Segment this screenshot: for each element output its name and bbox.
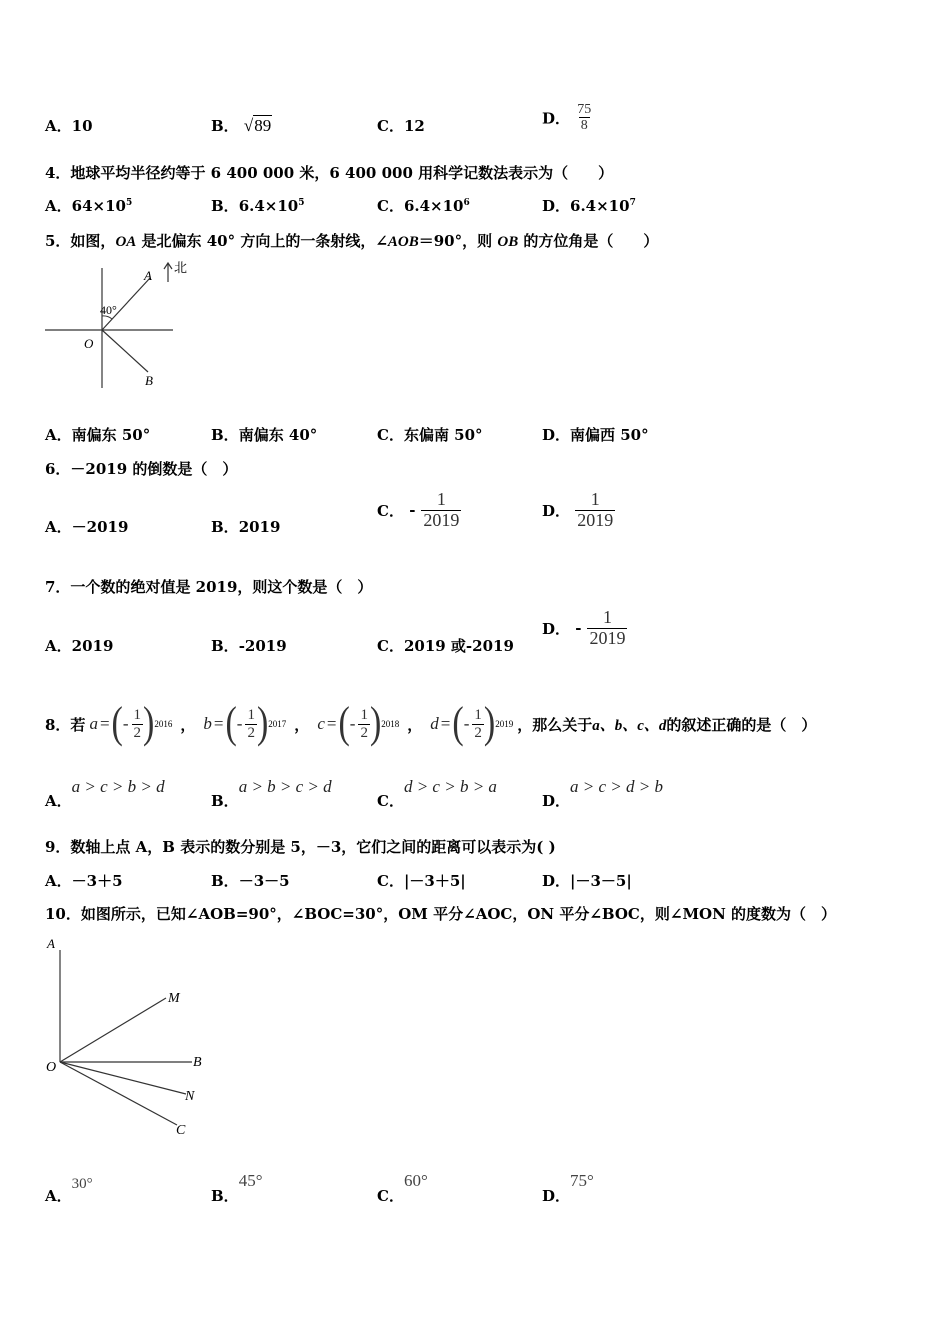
option-label: D． — [542, 1187, 571, 1205]
q9-stem: 9．数轴上点 A，B 表示的数分别是 5，－3，它们之间的距离可以表示为( ) — [45, 838, 556, 856]
fraction-denominator: 2019 — [589, 627, 626, 648]
fraction — [575, 102, 593, 134]
q9-option-a[interactable] — [45, 870, 123, 891]
fraction — [245, 707, 257, 741]
exponent: 2017 — [268, 719, 287, 729]
option-value: 6.4×10 — [238, 197, 299, 215]
q6-option-a[interactable] — [45, 516, 128, 537]
minus-sign: - — [463, 714, 470, 733]
minus-sign: - — [122, 714, 129, 733]
q4-option-c[interactable] — [377, 195, 470, 216]
option-value: 64×10 — [71, 197, 126, 215]
q10-option-a[interactable] — [45, 1172, 93, 1205]
q5-figure — [40, 258, 200, 393]
option-label: A． — [45, 792, 72, 810]
fraction-denominator: 2 — [360, 724, 368, 741]
q10-stem: 10．如图所示，已知∠AOB=90°，∠BOC=30°，OM 平分∠AOC，ON 平分∠BOC，则∠MON 的度数为（ ） — [45, 905, 837, 923]
option-label: C． — [377, 1187, 404, 1205]
angle-aob: ∠AOB — [375, 234, 419, 250]
point-a-label: A — [144, 268, 152, 283]
option-value: a > c > d > b — [570, 777, 663, 796]
q8-stem — [45, 694, 816, 754]
stem-text: ，那么关于 — [517, 715, 593, 734]
q4-option-d[interactable] — [542, 195, 636, 216]
q3-option-b[interactable] — [211, 115, 272, 136]
fraction-denominator: 2 — [133, 724, 142, 741]
option-value: 45° — [238, 1171, 263, 1190]
q7-stem: 7．一个数的绝对值是 2019，则这个数是（ ） — [45, 578, 373, 596]
option-label: D． — [542, 197, 571, 215]
option-value: 2019 或-2019 — [403, 637, 514, 655]
var-c: c — [317, 714, 325, 733]
right-paren: ) — [369, 699, 382, 748]
var-b: b — [203, 714, 212, 733]
option-value: －3－5 — [238, 872, 290, 890]
point-m-label: M — [168, 991, 180, 1006]
var-a: a — [89, 714, 98, 733]
fraction — [575, 490, 615, 531]
exponent: 5 — [125, 198, 133, 208]
q10-option-c[interactable] — [377, 1170, 428, 1205]
q6-option-c[interactable] — [377, 490, 461, 531]
exponent: 6 — [463, 198, 470, 208]
fraction — [132, 707, 144, 741]
option-label: C． — [377, 637, 404, 655]
exponent: 5 — [298, 198, 305, 208]
option-label: D． — [542, 619, 571, 638]
fraction-denominator: 8 — [580, 118, 588, 134]
option-label: C． — [377, 792, 404, 810]
fraction-numerator: 1 — [474, 707, 482, 723]
q10-figure — [40, 932, 220, 1142]
fraction-numerator: 1 — [133, 707, 142, 723]
ray-ob: OB — [497, 234, 519, 250]
equals-sign: = — [440, 714, 451, 733]
exponent: 7 — [629, 198, 636, 208]
option-label: C． — [377, 872, 404, 890]
q4-option-b[interactable] — [211, 195, 305, 216]
option-label: B． — [211, 637, 239, 655]
option-value: 10 — [71, 117, 93, 135]
q10-option-d[interactable] — [542, 1170, 594, 1205]
option-value: |－3－5| — [570, 872, 632, 890]
minus-sign: - — [236, 714, 243, 733]
option-label: B． — [211, 197, 239, 215]
option-value: 30° — [71, 1176, 93, 1192]
q8-option-d[interactable] — [542, 776, 663, 810]
option-value: 南偏东 50° — [71, 426, 151, 444]
option-label: A． — [45, 518, 72, 536]
option-value: －2019 — [71, 518, 129, 536]
option-value: 南偏西 50° — [570, 426, 649, 444]
exponent: 2016 — [154, 719, 173, 729]
option-value: 2019 — [238, 518, 281, 536]
right-paren: ) — [256, 699, 269, 748]
option-label: B． — [211, 117, 239, 135]
q5-option-c[interactable] — [377, 424, 483, 445]
sqrt-expression: √89 — [243, 116, 272, 135]
option-label: A． — [45, 872, 72, 890]
option-value: 12 — [403, 117, 425, 135]
ray-on-line — [60, 1062, 186, 1094]
equals-sign: = — [326, 714, 337, 733]
comma: ， — [407, 715, 423, 734]
option-value: 60° — [403, 1171, 428, 1190]
option-label: B． — [211, 872, 239, 890]
option-label: A． — [45, 117, 72, 135]
left-paren: ( — [338, 699, 350, 748]
equals-sign: = — [213, 714, 224, 733]
fraction-numerator: 75 — [577, 102, 592, 117]
stem-text: 8．若 — [45, 715, 86, 734]
option-label: D． — [542, 792, 571, 810]
right-paren: ) — [483, 699, 496, 748]
option-label: C． — [377, 426, 404, 444]
fraction-denominator: 2 — [474, 724, 482, 741]
q8-option-c[interactable] — [377, 776, 497, 810]
option-label: B． — [211, 426, 239, 444]
stem-text: 是北偏东 40° 方向上的一条射线， — [136, 232, 376, 250]
q5-option-a[interactable] — [45, 424, 150, 445]
left-paren: ( — [452, 699, 464, 748]
q10-option-b[interactable] — [211, 1170, 263, 1205]
option-value: 6.4×10 — [403, 197, 464, 215]
minus-sign: - — [575, 619, 582, 638]
equals-sign: = — [99, 714, 110, 733]
q7-option-a[interactable] — [45, 635, 113, 656]
option-value: 南偏东 40° — [238, 426, 318, 444]
q4-option-a[interactable] — [45, 195, 132, 216]
q7-option-c[interactable] — [377, 635, 514, 656]
ray-oa: OA — [115, 234, 137, 250]
exponent: 2019 — [495, 719, 514, 729]
point-n-label: N — [185, 1089, 195, 1104]
fraction — [358, 707, 370, 741]
fraction-numerator: 1 — [590, 489, 600, 509]
point-o-label: O — [46, 1060, 57, 1075]
ray-ob-line — [102, 330, 148, 372]
stem-text: ＝90°，则 — [418, 232, 498, 250]
fraction-numerator: 1 — [360, 707, 368, 723]
q8-option-b[interactable] — [211, 776, 332, 810]
option-label: C． — [377, 501, 404, 520]
right-paren: ) — [143, 699, 155, 748]
q7-option-d[interactable] — [542, 608, 627, 649]
var-d: d — [430, 714, 439, 733]
q5-stem — [45, 230, 658, 251]
north-label: 北 — [174, 261, 188, 276]
option-label: A． — [45, 637, 72, 655]
variable-list: a、b、c、d — [592, 717, 667, 734]
ray-om-line — [60, 998, 166, 1062]
option-label: A． — [45, 426, 72, 444]
q4-stem: 4．地球平均半径约等于 6 400 000 米，6 400 000 用科学记数法表示为（ ） — [45, 164, 614, 182]
q9-option-b[interactable] — [211, 870, 290, 891]
stem-text: 5．如图， — [45, 232, 116, 250]
q9-option-c[interactable] — [377, 870, 466, 891]
fraction — [421, 490, 461, 531]
q6-option-b[interactable] — [211, 516, 280, 537]
q3-option-c[interactable] — [377, 115, 425, 136]
q5-option-b[interactable] — [211, 424, 317, 445]
option-label: C． — [377, 117, 404, 135]
comma: ， — [294, 715, 310, 734]
option-value: 2019 — [71, 637, 114, 655]
option-value: 6.4×10 — [570, 197, 630, 215]
option-label: B． — [211, 792, 239, 810]
point-c-label: C — [176, 1123, 186, 1138]
fraction-denominator: 2 — [247, 724, 255, 741]
minus-sign: - — [409, 501, 416, 520]
option-label: D． — [542, 501, 571, 520]
left-paren: ( — [111, 699, 123, 748]
q8-option-a[interactable] — [45, 776, 165, 810]
option-label: A． — [45, 1187, 72, 1205]
point-o-label: O — [84, 336, 94, 351]
q7-option-b[interactable] — [211, 635, 287, 656]
option-label: B． — [211, 518, 239, 536]
option-label: D． — [542, 872, 571, 890]
fraction-denominator: 2019 — [423, 509, 460, 530]
option-value: |－3＋5| — [403, 872, 466, 890]
point-b-label: B — [193, 1055, 202, 1070]
fraction-denominator: 2019 — [577, 509, 614, 530]
fraction — [587, 608, 627, 649]
q9-option-d[interactable] — [542, 870, 632, 891]
angle-label: 40° — [100, 303, 117, 317]
option-value: －3＋5 — [71, 872, 123, 890]
option-label: D． — [542, 426, 571, 444]
fraction — [472, 707, 484, 741]
minus-sign: - — [349, 714, 356, 733]
point-b-label: B — [145, 373, 153, 388]
stem-text: 的叙述正确的是（ ） — [666, 715, 817, 734]
q3-option-d[interactable] — [542, 102, 593, 134]
comma: ， — [180, 715, 196, 734]
option-value: a > b > c > d — [238, 777, 332, 796]
option-value: d > c > b > a — [403, 777, 497, 796]
fraction-numerator: 1 — [247, 707, 255, 723]
fraction-numerator: 1 — [436, 489, 446, 509]
option-label: D． — [542, 109, 571, 128]
point-a-label: A — [47, 936, 55, 951]
ray-oc-line — [60, 1062, 177, 1125]
fraction-numerator: 1 — [602, 607, 612, 627]
option-label: B． — [211, 1187, 239, 1205]
option-label: A． — [45, 197, 72, 215]
option-value: a > c > b > d — [71, 777, 165, 796]
q6-stem: 6．－2019 的倒数是（ ） — [45, 460, 238, 478]
option-value: 东偏南 50° — [403, 426, 483, 444]
q5-option-d[interactable] — [542, 424, 649, 445]
option-label: C． — [377, 197, 404, 215]
q6-option-d[interactable] — [542, 490, 615, 531]
q3-option-a[interactable] — [45, 115, 93, 136]
option-value: -2019 — [238, 637, 287, 655]
sqrt-radicand: 89 — [254, 116, 272, 135]
option-value: 75° — [570, 1171, 594, 1190]
stem-text: 的方位角是（ ） — [518, 232, 659, 250]
exponent: 2018 — [381, 719, 400, 729]
left-paren: ( — [225, 699, 237, 748]
